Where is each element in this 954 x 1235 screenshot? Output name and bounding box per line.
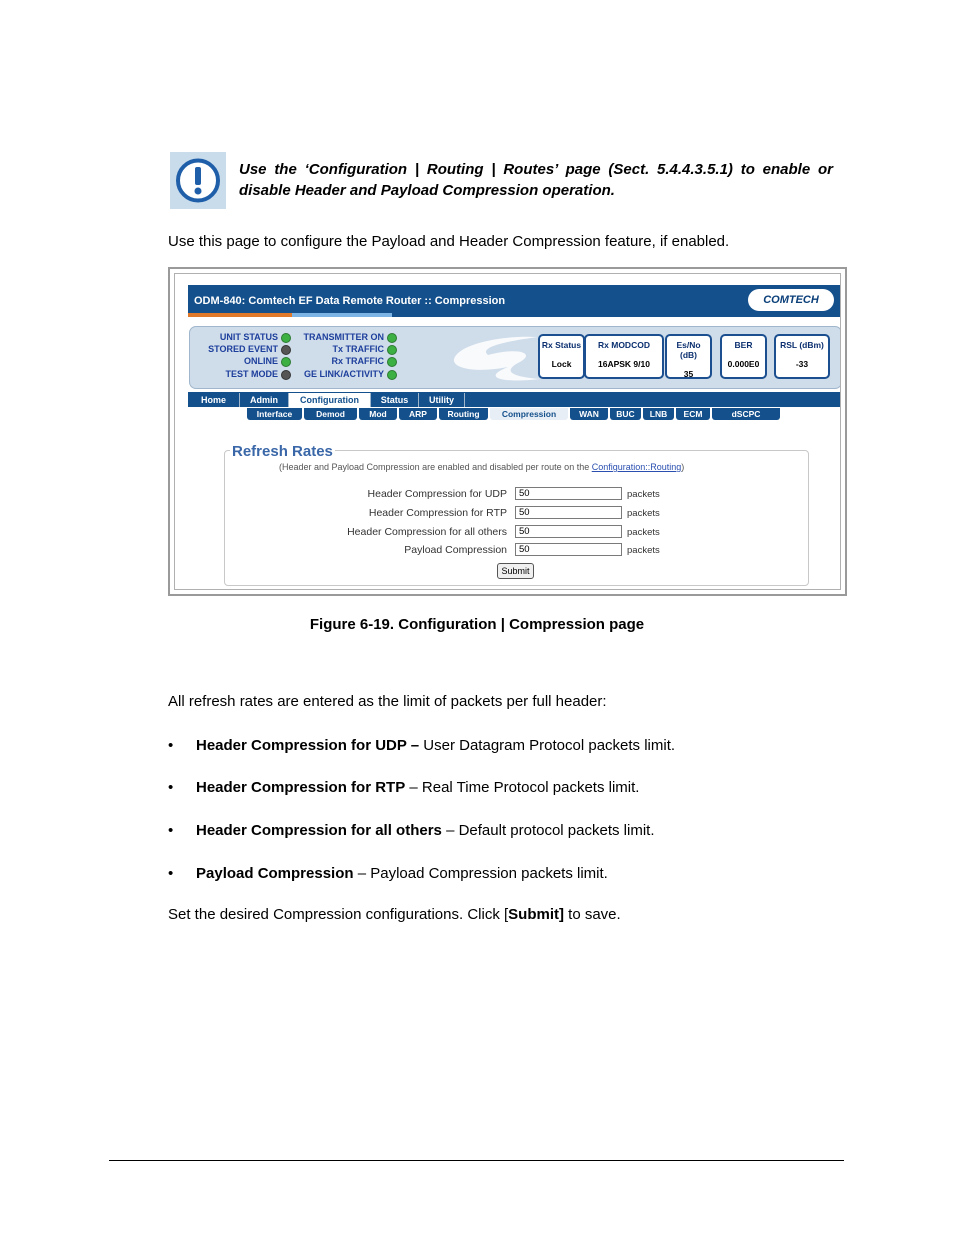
subtab-compression[interactable]: Compression — [490, 408, 568, 420]
subtab-arp[interactable]: ARP — [399, 408, 437, 420]
tab-utility[interactable]: Utility — [419, 393, 465, 407]
submit-button[interactable]: Submit — [497, 563, 534, 579]
subtab-wan[interactable]: WAN — [570, 408, 608, 420]
status-led-icon — [281, 370, 291, 380]
tab-home[interactable]: Home — [188, 393, 240, 407]
payload-refresh-input[interactable]: 50 — [515, 543, 622, 556]
status-led-icon — [387, 345, 397, 355]
bullet-icon: • — [168, 737, 174, 754]
indicator-label: GE LINK/ACTIVITY — [303, 369, 384, 379]
indicator-label: UNIT STATUS — [219, 332, 278, 342]
unit-label: packets — [627, 489, 660, 500]
field-label: Header Compression for RTP — [368, 507, 507, 519]
subtab-demod[interactable]: Demod — [304, 408, 357, 420]
status-led-icon — [387, 333, 397, 343]
tab-configuration[interactable]: Configuration — [289, 393, 371, 407]
unit-label: packets — [627, 545, 660, 556]
indicator-label: TRANSMITTER ON — [303, 332, 384, 342]
comtech-logo: COMTECH — [748, 289, 834, 311]
exclamation-circle-icon — [170, 152, 226, 209]
metric-esno: Es/No (dB) 35 — [665, 334, 712, 379]
swoosh-graphic — [448, 333, 542, 383]
status-panel — [189, 326, 841, 389]
indicator-label: Tx TRAFFIC — [332, 344, 384, 354]
indicator-label: TEST MODE — [225, 369, 278, 379]
subtab-dscpc[interactable]: dSCPC — [712, 408, 780, 420]
compression-note: (Header and Payload Compression are enabled and disabled per route on the Configuration::Routing) — [279, 462, 685, 472]
status-led-icon — [281, 357, 291, 367]
indicator-label: ONLINE — [243, 356, 278, 366]
tab-status[interactable]: Status — [371, 393, 419, 407]
accent-stripe-orange — [188, 313, 292, 317]
status-led-icon — [281, 333, 291, 343]
window-title: ODM-840: Comtech EF Data Remote Router :: Compression — [194, 295, 506, 307]
figure-caption: Figure 6-19. Configuration | Compression page — [309, 616, 645, 633]
bullet-icon: • — [168, 865, 174, 882]
indicator-label: Rx TRAFFIC — [331, 356, 384, 366]
indicator-label: STORED EVENT — [208, 344, 278, 354]
unit-label: packets — [627, 508, 660, 519]
subtab-interface[interactable]: Interface — [247, 408, 302, 420]
status-led-icon — [281, 345, 291, 355]
metric-rx-modcod: Rx MODCOD 16APSK 9/10 — [584, 334, 664, 379]
metric-ber: BER 0.000E0 — [720, 334, 767, 379]
others-refresh-input[interactable]: 50 — [515, 525, 622, 538]
bullet-icon: • — [168, 779, 174, 796]
field-label: Header Compression for UDP — [367, 488, 507, 500]
main-nav — [188, 392, 840, 407]
tab-admin[interactable]: Admin — [240, 393, 289, 407]
rtp-refresh-input[interactable]: 50 — [515, 506, 622, 519]
bullet-icon: • — [168, 822, 174, 839]
udp-refresh-input[interactable]: 50 — [515, 487, 622, 500]
accent-stripe-blue — [292, 313, 392, 317]
status-led-icon — [387, 370, 397, 380]
sub-nav — [247, 408, 780, 420]
fieldset-legend: Refresh Rates — [232, 443, 333, 460]
field-label: Header Compression for all others — [347, 526, 507, 538]
subtab-buc[interactable]: BUC — [610, 408, 641, 420]
subtab-ecm[interactable]: ECM — [676, 408, 710, 420]
intro-paragraph: Use this page to configure the Payload and Header Compression feature, if enabled. — [168, 233, 730, 250]
note-text: Use the ‘Configuration | Routing | Routes’ page (Sect. 5.4.4.3.5.1) to enable or disable Header and Payload Compression operation. — [239, 161, 833, 199]
figure-screenshot — [168, 267, 847, 596]
window-titlebar — [188, 285, 840, 317]
status-led-icon — [387, 357, 397, 367]
refresh-rates-paragraph: All refresh rates are entered as the limit of packets per full header: — [168, 693, 607, 710]
unit-label: packets — [627, 527, 660, 538]
footer-divider — [109, 1160, 844, 1161]
routing-link[interactable]: Configuration::Routing — [591, 462, 682, 472]
metric-rx-status: Rx Status Lock — [538, 334, 585, 379]
field-label: Payload Compression — [404, 544, 507, 556]
subtab-routing[interactable]: Routing — [439, 408, 488, 420]
metric-rsl: RSL (dBm) -33 — [774, 334, 830, 379]
subtab-mod[interactable]: Mod — [359, 408, 397, 420]
submit-instruction: Set the desired Compression configurations. Click [Submit] to save. — [168, 906, 621, 923]
subtab-lnb[interactable]: LNB — [643, 408, 674, 420]
